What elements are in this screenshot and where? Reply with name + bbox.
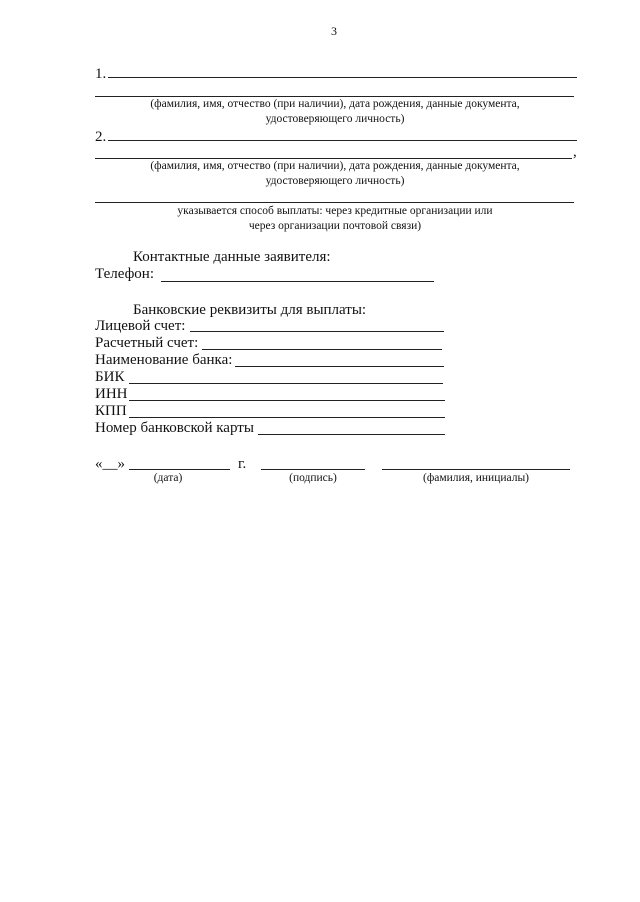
applicant-2-trailing-comma: , xyxy=(573,144,577,160)
year-suffix: г. xyxy=(238,456,247,472)
bank-name-label: Наименование банка: xyxy=(95,352,233,368)
applicant-1-number: 1. xyxy=(95,66,107,82)
applicant-1-line-1[interactable] xyxy=(108,77,577,78)
date-field-line[interactable] xyxy=(129,469,230,470)
signature-field-line[interactable] xyxy=(261,469,365,470)
applicant-2-caption-line1: (фамилия, имя, отчество (при наличии), дата рождения, данные документа, xyxy=(150,160,520,172)
payment-method-caption xyxy=(95,204,575,234)
payment-method-line[interactable] xyxy=(95,202,574,203)
date-caption: (дата) xyxy=(153,472,183,484)
bank-heading: Банковские реквизиты для выплаты: xyxy=(133,302,367,318)
account-field-line[interactable] xyxy=(190,331,444,332)
applicant-2-number: 2. xyxy=(95,129,107,145)
bik-field-line[interactable] xyxy=(129,383,443,384)
applicant-2-caption xyxy=(95,159,575,189)
bik-label: БИК xyxy=(95,369,125,385)
applicant-1-caption-line1: (фамилия, имя, отчество (при наличии), дата рождения, данные документа, xyxy=(150,98,520,110)
phone-label: Телефон: xyxy=(95,266,154,282)
kpp-label: КПП xyxy=(95,403,127,419)
bank-name-field-line[interactable] xyxy=(235,366,444,367)
kpp-field-line[interactable] xyxy=(129,417,445,418)
contacts-heading: Контактные данные заявителя: xyxy=(133,249,331,265)
applicant-1-caption-line2: удостоверяющего личность) xyxy=(265,113,405,125)
phone-field-line[interactable] xyxy=(161,281,434,282)
payment-method-caption-line1: указывается способ выплаты: через кредитные организации или xyxy=(177,205,493,217)
name-caption: (фамилия, инициалы) xyxy=(422,472,530,484)
payment-method-caption-line2: через организации почтовой связи) xyxy=(248,220,422,232)
card-number-label: Номер банковской карты xyxy=(95,420,254,436)
applicant-1-caption xyxy=(95,97,575,127)
applicant-2-line-1[interactable] xyxy=(108,140,577,141)
account-label: Лицевой счет: xyxy=(95,318,186,334)
settlement-account-label: Расчетный счет: xyxy=(95,335,199,351)
date-prefix: «__» xyxy=(95,456,125,472)
inn-label: ИНН xyxy=(95,386,128,402)
inn-field-line[interactable] xyxy=(129,400,445,401)
signature-caption: (подпись) xyxy=(289,472,337,484)
applicant-2-caption-line2: удостоверяющего личность) xyxy=(265,175,405,187)
page-number: 3 xyxy=(331,24,337,38)
name-field-line[interactable] xyxy=(382,469,570,470)
card-number-field-line[interactable] xyxy=(258,434,445,435)
settlement-account-field-line[interactable] xyxy=(202,349,442,350)
